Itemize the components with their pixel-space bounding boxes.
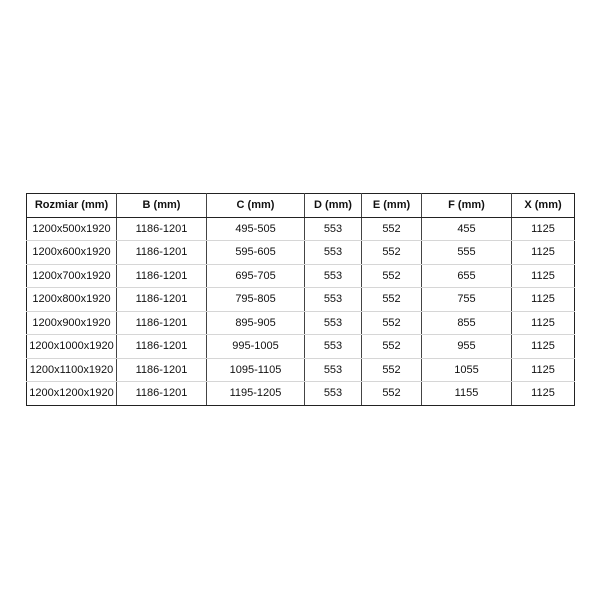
table-row <box>27 358 575 382</box>
cell-e: 552 <box>362 311 422 335</box>
cell-x: 1125 <box>512 358 575 382</box>
cell-rozmiar: 1200x600x1920 <box>27 241 117 265</box>
header-f: F (mm) <box>422 194 512 218</box>
cell-x: 1125 <box>512 335 575 359</box>
header-x: X (mm) <box>512 194 575 218</box>
cell-f: 1155 <box>422 382 512 406</box>
cell-f: 555 <box>422 241 512 265</box>
cell-e: 552 <box>362 358 422 382</box>
cell-b: 1186-1201 <box>117 358 207 382</box>
cell-d: 553 <box>305 335 362 359</box>
header-d: D (mm) <box>305 194 362 218</box>
header-e: E (mm) <box>362 194 422 218</box>
cell-d: 553 <box>305 288 362 312</box>
header-b: B (mm) <box>117 194 207 218</box>
cell-rozmiar: 1200x1000x1920 <box>27 335 117 359</box>
dimensions-table <box>26 193 575 406</box>
cell-b: 1186-1201 <box>117 288 207 312</box>
table-row <box>27 264 575 288</box>
cell-rozmiar: 1200x500x1920 <box>27 217 117 241</box>
header-rozmiar: Rozmiar (mm) <box>27 194 117 218</box>
cell-f: 755 <box>422 288 512 312</box>
cell-b: 1186-1201 <box>117 335 207 359</box>
cell-b: 1186-1201 <box>117 264 207 288</box>
table-row <box>27 311 575 335</box>
cell-b: 1186-1201 <box>117 382 207 406</box>
cell-e: 552 <box>362 335 422 359</box>
cell-e: 552 <box>362 264 422 288</box>
cell-c: 595-605 <box>207 241 305 265</box>
cell-rozmiar: 1200x700x1920 <box>27 264 117 288</box>
cell-x: 1125 <box>512 217 575 241</box>
cell-c: 495-505 <box>207 217 305 241</box>
table-row <box>27 288 575 312</box>
table-row <box>27 241 575 265</box>
cell-e: 552 <box>362 217 422 241</box>
cell-f: 655 <box>422 264 512 288</box>
cell-d: 553 <box>305 382 362 406</box>
cell-d: 553 <box>305 241 362 265</box>
cell-d: 553 <box>305 311 362 335</box>
cell-x: 1125 <box>512 382 575 406</box>
table-header-row <box>27 194 575 218</box>
cell-e: 552 <box>362 382 422 406</box>
cell-d: 553 <box>305 217 362 241</box>
cell-x: 1125 <box>512 264 575 288</box>
cell-rozmiar: 1200x800x1920 <box>27 288 117 312</box>
cell-f: 855 <box>422 311 512 335</box>
cell-c: 795-805 <box>207 288 305 312</box>
cell-f: 455 <box>422 217 512 241</box>
cell-c: 1095-1105 <box>207 358 305 382</box>
cell-d: 553 <box>305 264 362 288</box>
cell-b: 1186-1201 <box>117 311 207 335</box>
cell-x: 1125 <box>512 241 575 265</box>
cell-d: 553 <box>305 358 362 382</box>
header-c: C (mm) <box>207 194 305 218</box>
cell-c: 695-705 <box>207 264 305 288</box>
cell-rozmiar: 1200x1200x1920 <box>27 382 117 406</box>
cell-f: 955 <box>422 335 512 359</box>
cell-rozmiar: 1200x1100x1920 <box>27 358 117 382</box>
cell-f: 1055 <box>422 358 512 382</box>
cell-c: 1195-1205 <box>207 382 305 406</box>
table-row <box>27 382 575 406</box>
table-row <box>27 335 575 359</box>
cell-c: 895-905 <box>207 311 305 335</box>
cell-e: 552 <box>362 241 422 265</box>
cell-c: 995-1005 <box>207 335 305 359</box>
cell-b: 1186-1201 <box>117 241 207 265</box>
cell-e: 552 <box>362 288 422 312</box>
cell-x: 1125 <box>512 288 575 312</box>
cell-x: 1125 <box>512 311 575 335</box>
cell-rozmiar: 1200x900x1920 <box>27 311 117 335</box>
table-row <box>27 217 575 241</box>
cell-b: 1186-1201 <box>117 217 207 241</box>
